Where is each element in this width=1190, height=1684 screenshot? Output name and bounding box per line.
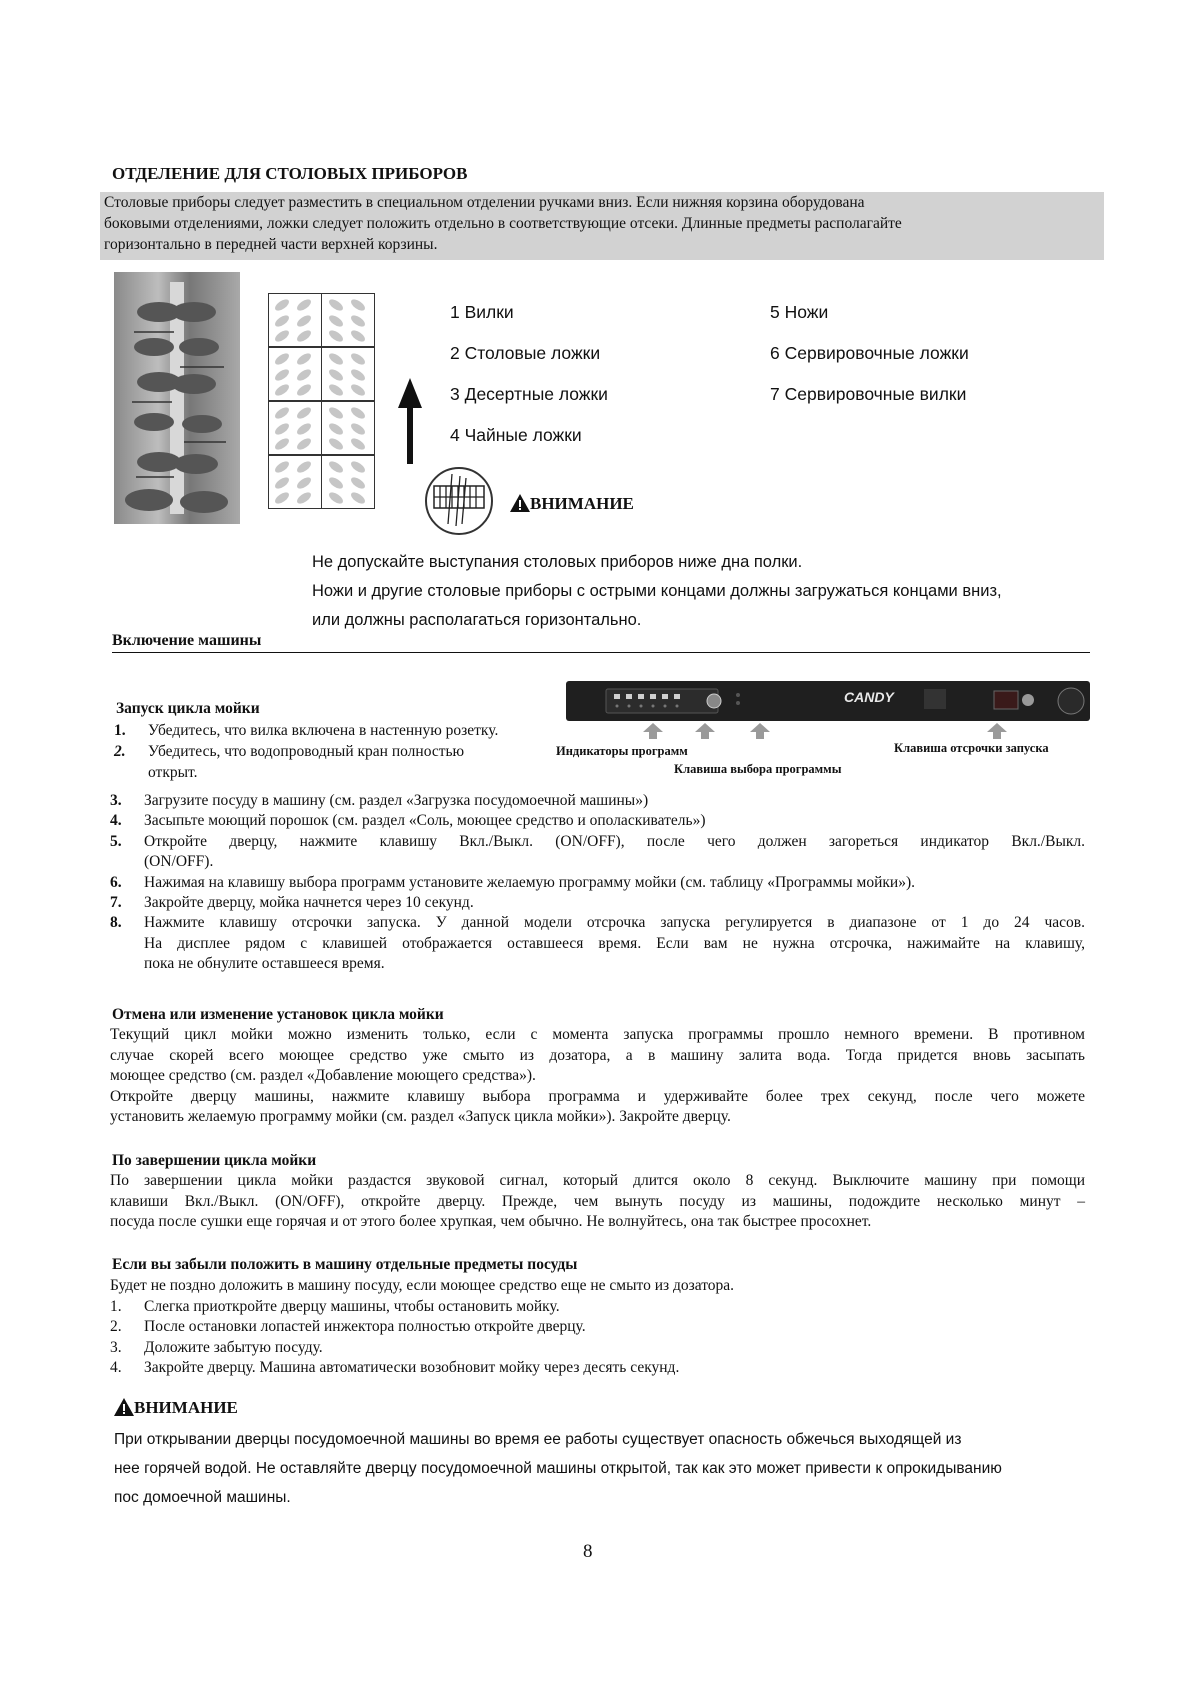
cutlery-intro-line-2: боковыми отделениями, ложки следует положить отдельно в соответствующие отсеки. Длинные предметы располагайте [104, 215, 902, 232]
paragraph-line: Откройте дверцу машины, нажмите клавишу выбора программа и удерживайте более трех секунд, после чего можете [110, 1087, 1085, 1105]
cutlery-items-right [770, 292, 969, 415]
warning-line: или должны располагаться горизонтально. [312, 611, 642, 629]
step-number: 4. [110, 1359, 122, 1377]
step-text: Засыпьте моющий порошок (см. раздел «Соль, моющее средство и ополаскиватель») [144, 812, 706, 830]
cutlery-item: 5 Ножи [770, 302, 829, 322]
step-text: После остановки лопастей инжектора полностью откройте дверцу. [144, 1318, 586, 1336]
list-item [110, 1317, 1085, 1338]
arrow-up-icon [643, 723, 663, 739]
cutlery-basket-diagram [268, 293, 374, 509]
step-number: 1. [110, 1297, 122, 1315]
step-number-spacer [110, 954, 144, 974]
step-text: Загрузите посуду в машину (см. раздел «Загрузка посудомоечной машины») [144, 792, 649, 809]
list-item [110, 954, 1085, 974]
cutlery-basket-photo [114, 272, 240, 524]
cutlery-warning-text [312, 548, 1002, 635]
cutlery-item: 2 Столовые ложки [450, 343, 601, 363]
candy-brand-logo: CANDY [844, 689, 894, 705]
list-item [110, 1338, 1085, 1359]
paragraph-line: клавиши Вкл./Выкл. (ON/OFF), откройте дверцу. Прежде, чем вынуть посуду из машины, подождите несколько минут – [110, 1192, 1085, 1210]
cutlery-item: 4 Чайные ложки [450, 425, 582, 445]
cutlery-item: 7 Сервировочные вилки [770, 384, 967, 404]
step-number: 1. [114, 722, 126, 739]
list-item [110, 913, 1085, 933]
list-item [110, 1297, 1085, 1318]
step-text: Убедитесь, что водопроводный кран полностью [148, 743, 465, 760]
step-number: 7. [110, 894, 122, 912]
arrow-up-icon [987, 723, 1007, 739]
list-item [110, 852, 1085, 872]
cutlery-intro-box [100, 192, 1104, 260]
list-item [110, 1358, 1085, 1379]
warning-line: нее горячей водой. Не оставляйте дверцу посудомоечной машины открытой, так как это может привести к опрокидыванию [114, 1460, 1002, 1477]
step-number: 2. [114, 743, 126, 760]
step-text: открыт. [148, 764, 198, 781]
list-item [114, 720, 498, 741]
step-text: Закройте дверцу. Машина автоматически возобновит мойку через десять секунд. [144, 1359, 680, 1377]
finish-text [110, 1171, 1085, 1233]
step-text: Откройте дверцу, нажмите клавишу Вкл./Выкл. (ON/OFF), после чего должен загореться индикатор Вкл./Выкл. [144, 832, 1085, 850]
cancel-heading: Отмена или изменение установок цикла мойки [112, 1006, 444, 1023]
arrow-up-icon [750, 723, 770, 739]
cutlery-heading: ОТДЕЛЕНИЕ ДЛЯ СТОЛОВЫХ ПРИБОРОВ [112, 164, 468, 183]
list-item [110, 893, 1085, 913]
warning-line: При открывании дверцы посудомоечной машины во время ее работы существует опасность обжечься выходящей из [114, 1431, 962, 1448]
finish-heading: По завершении цикла мойки [112, 1152, 317, 1169]
forgot-text [110, 1276, 1085, 1379]
step-number: 2. [110, 1318, 122, 1336]
warning2-text [114, 1425, 1002, 1512]
step-number: 3. [110, 1338, 122, 1356]
list-item [110, 811, 1085, 831]
warning-line: Ножи и другие столовые приборы с острыми концами должны загружаться концами вниз, [312, 582, 1002, 600]
warning-title: ВНИМАНИЕ [530, 494, 634, 513]
warning-title: ВНИМАНИЕ [134, 1398, 238, 1417]
step-text: пока не обнулите оставшееся время. [144, 955, 385, 973]
cutlery-item: 3 Десертные ложки [450, 384, 608, 404]
page-number: 8 [583, 1541, 593, 1562]
cutlery-intro-line-1: Столовые приборы следует разместить в специальном отделении ручками вниз. Если нижняя корзина оборудована [104, 194, 865, 211]
list-item [110, 934, 1085, 954]
step-text: Слегка приоткройте дверцу машины, чтобы остановить мойку. [144, 1297, 560, 1315]
cutlery-items-left [450, 292, 608, 456]
step-number: 8. [110, 914, 122, 932]
paragraph-line: Текущий цикл мойки можно изменить только, если с момента запуска программы прошло немного времени. В противном [110, 1026, 1085, 1043]
basket-round-icon [422, 466, 496, 536]
warning-icon [114, 1398, 134, 1416]
warning-line: пос домоечной машины. [114, 1489, 291, 1506]
arrow-up-icon [695, 723, 715, 739]
step-number: 5. [110, 832, 122, 850]
label-program-indicators: Индикаторы программ [556, 744, 688, 758]
label-program-key: Клавиша выбора программы [674, 762, 842, 776]
step-text: Доложите забытую посуду. [144, 1338, 323, 1356]
section-divider [112, 652, 1090, 653]
warning-line: Не допускайте выступания столовых приборов ниже дна полки. [312, 553, 803, 571]
paragraph-line: установить желаемую программу мойки (см. раздел «Запуск цикла мойки»). Закройте дверцу. [110, 1108, 731, 1126]
cancel-text [110, 1025, 1085, 1128]
step-text: Нажмите клавишу отсрочки запуска. У данной модели отсрочка запуска регулируется в диапазоне от 1 до 24 часов. [144, 914, 1085, 932]
switch-on-heading: Включение машины [112, 632, 262, 649]
cutlery-intro-line-3: горизонтально в передней части верхней корзины. [104, 236, 438, 253]
list-item [114, 762, 498, 783]
list-item [110, 832, 1085, 852]
control-panel-graphic [566, 681, 1090, 721]
label-delay-key: Клавиша отсрочки запуска [894, 741, 1049, 755]
paragraph-line: Будет не поздно доложить в машину посуду, если моющее средство еще не смыто из дозатора. [110, 1277, 735, 1294]
list-item [114, 741, 498, 762]
cutlery-item: 6 Сервировочные ложки [770, 343, 969, 363]
paragraph-line: По завершении цикла мойки раздастся звуковой сигнал, который длится около 8 секунд. Выключите машину при помощи [110, 1172, 1085, 1189]
forgot-heading: Если вы забыли положить в машину отдельные предметы посуды [112, 1256, 578, 1273]
paragraph-line: посуда после сушки еще горячая и от этого более хрупкая, чем обычно. Не волнуйтесь, она так быстрее просохнет. [110, 1213, 872, 1231]
step-number: 3. [110, 792, 122, 809]
list-item [110, 791, 1085, 811]
start-steps [110, 791, 1085, 975]
step-text: Нажимая на клавишу выбора программ установите желаемую программу мойки (см. таблицу «Программы мойки»). [144, 873, 916, 891]
step-number: 6. [110, 873, 122, 891]
cutlery-item: 1 Вилки [450, 302, 514, 322]
list-item [110, 873, 1085, 893]
start-cycle-heading: Запуск цикла мойки [116, 700, 260, 717]
step-text: (ON/OFF). [144, 853, 214, 871]
basket-pattern [268, 293, 374, 509]
step-text: На дисплее рядом с клавишей отображается оставшееся время. Если вам не нужна отсрочка, нажимайте на клавишу, [144, 934, 1085, 952]
step-number-spacer [110, 934, 144, 954]
arrow-up-icon [398, 378, 422, 464]
step-number: 4. [110, 812, 122, 830]
step-number-spacer [110, 852, 144, 872]
paragraph-line: моющее средство (см. раздел «Добавление моющего средства»). [110, 1067, 536, 1085]
cutlery-photo-graphic [114, 272, 240, 524]
warning-icon [510, 494, 530, 512]
paragraph-line: случае скорей всего моющее средство уже смыто из дозатора, а в машину залита вода. Тогда придется вновь засыпать [110, 1046, 1085, 1064]
step-text: Убедитесь, что вилка включена в настенную розетку. [148, 722, 499, 739]
control-panel-illustration [566, 681, 1090, 721]
start-steps-short [114, 720, 498, 783]
step-text: Закройте дверцу, мойка начнется через 10 секунд. [144, 894, 474, 912]
